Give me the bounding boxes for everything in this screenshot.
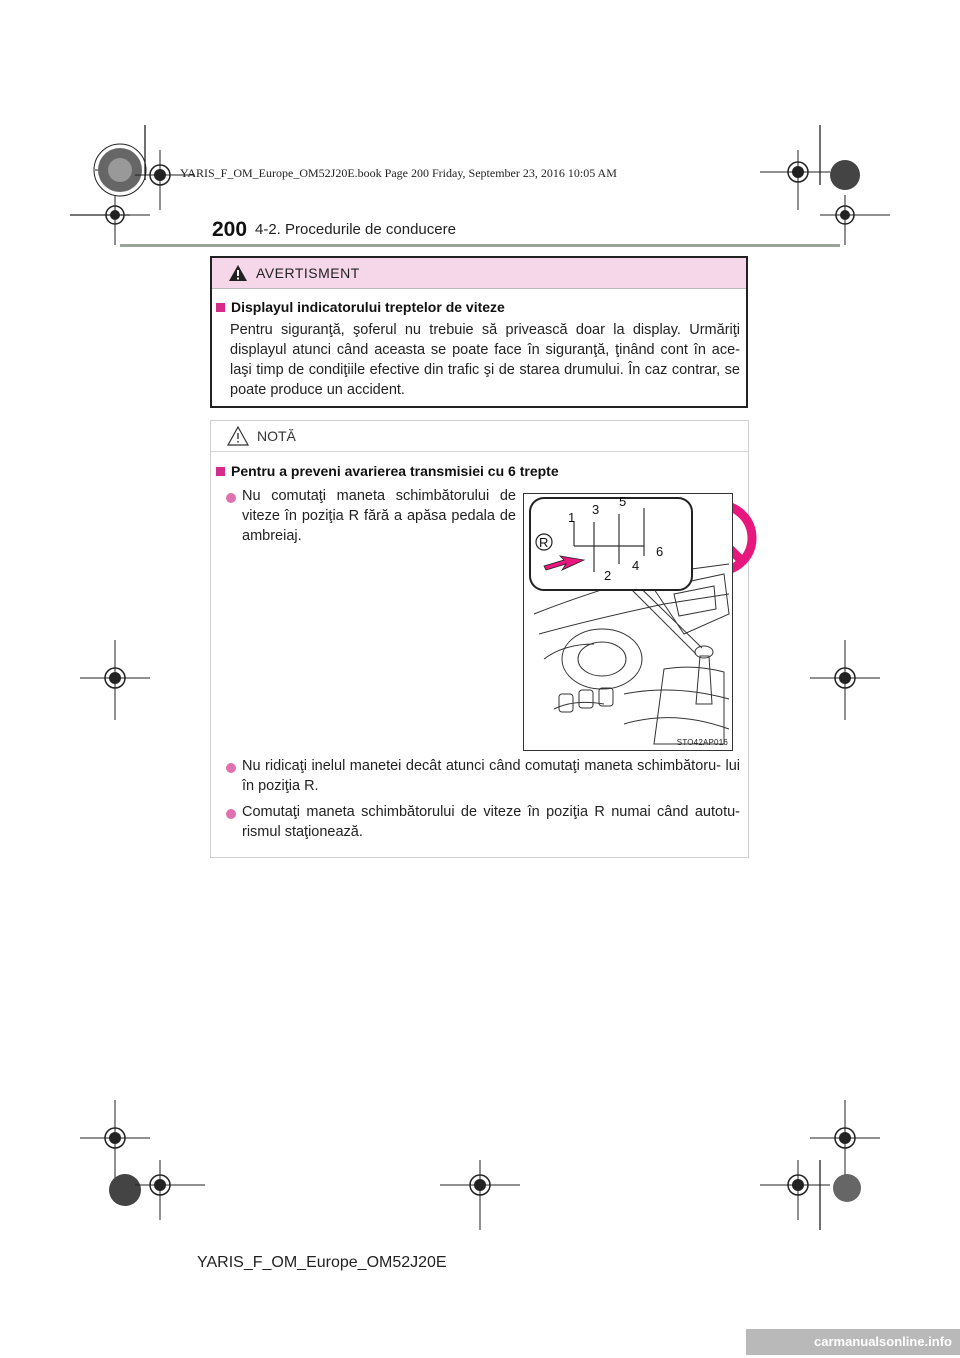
note-heading-text: Pentru a preveni avarierea transmisiei cu 6 trepte	[231, 463, 559, 479]
crosshair-right-middle	[810, 640, 880, 720]
warning-heading	[216, 299, 505, 315]
warning-body: Pentru siguranţă, şoferul nu trebuie să privească doar la display. Urmăriţi displayul atunci când aceasta se poate face în siguranţă, ţinând cont în ace- laşi timp de condiţiile efective din trafic şi de starea drumului. În caz contrar, se poate produce un accident.	[230, 322, 740, 398]
section-marker-icon	[216, 467, 225, 476]
bullet-dot-icon	[226, 809, 236, 819]
page-number: 200	[212, 218, 248, 241]
note-label: NOTĂ	[257, 428, 296, 444]
crosshair-left-upper	[80, 195, 150, 245]
bullet-dot-icon	[226, 493, 236, 503]
watermark: carmanualsonline.info	[746, 1329, 960, 1355]
note-bullet-3: Comutaţi maneta schimbătorului de viteze în poziţia R numai când autotu- rismul staţionează.	[242, 804, 740, 840]
warning-heading-text: Displayul indicatorului treptelor de viteze	[231, 299, 505, 315]
note-bullet-1: Nu comutaţi maneta schimbătorului de viteze în poziţia R fără a apăsa pedala de ambreiaj.	[242, 488, 516, 544]
book-header: YARIS_F_OM_Europe_OM52J20E.book Page 200 Friday, September 23, 2016 10:05 AM	[180, 166, 617, 180]
section-title: 4-2. Procedurile de conducere	[255, 221, 456, 238]
registration-wheel-bottom-right	[815, 1160, 875, 1230]
gear-label-r: R	[539, 535, 549, 550]
footer-text: YARIS_F_OM_Europe_OM52J20E	[197, 1254, 447, 1271]
warning-triangle-icon	[228, 264, 248, 282]
header-rule	[120, 244, 840, 247]
gear-shift-figure	[523, 493, 733, 751]
interior-illustration	[524, 494, 732, 750]
gear-label-3: 3	[592, 502, 600, 517]
crosshair-right-upper	[820, 195, 890, 245]
crosshair-left-middle	[80, 640, 150, 720]
warning-header	[212, 258, 746, 289]
section-marker-icon	[216, 303, 225, 312]
crosshair-bottom-left	[135, 1160, 205, 1220]
warning-label: AVERTISMENT	[256, 265, 360, 281]
note-bullet-2: Nu ridicaţi inelul manetei decât atunci când comutaţi maneta schimbătoru- lui în poziţia R.	[242, 758, 740, 794]
gear-label-4: 4	[632, 558, 640, 573]
caution-triangle-icon	[227, 426, 249, 446]
note-heading	[216, 463, 559, 479]
bullet-dot-icon	[226, 763, 236, 773]
gear-label-6: 6	[656, 544, 664, 559]
note-header	[211, 421, 748, 452]
figure-code: STO42AP016	[676, 738, 728, 747]
gear-label-5: 5	[619, 494, 627, 509]
gear-label-1: 1	[568, 510, 576, 525]
gear-label-2: 2	[604, 568, 612, 583]
crosshair-bottom-center	[440, 1160, 520, 1230]
